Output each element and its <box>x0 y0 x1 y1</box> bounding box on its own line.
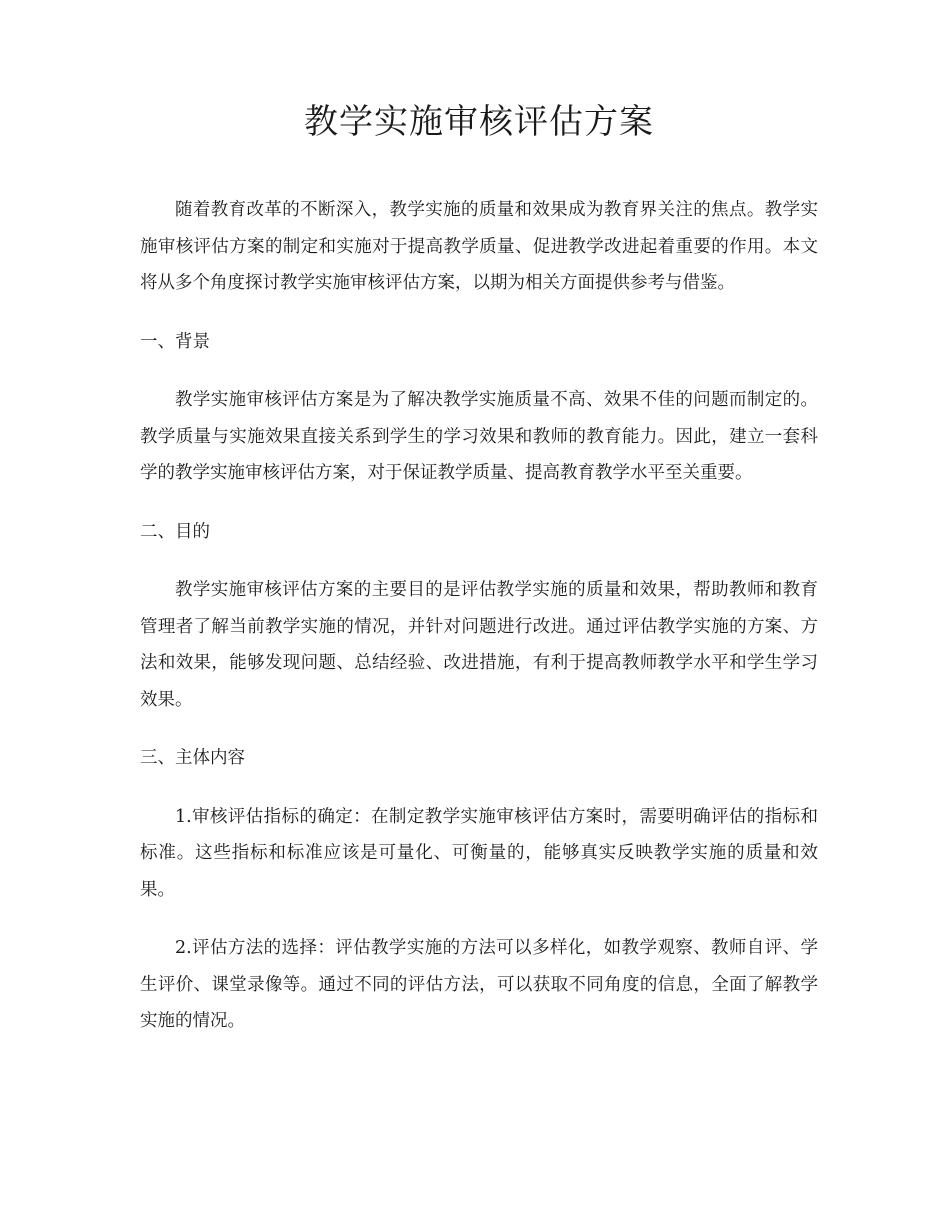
section-body-background: 教学实施审核评估方案是为了解决教学实施质量不高、效果不佳的问题而制定的。教学质量与实施效果直接关系到学生的学习效果和教师的教育能力。因此，建立一套科学的教学实施审核评估方案，对于保证教学质量、提高教育教学水平至关重要。 <box>140 390 818 483</box>
section-heading-background: 一、背景 <box>140 331 210 352</box>
intro-paragraph: 随着教育改革的不断深入，教学实施的质量和效果成为教育界关注的焦点。教学实施审核评估方案的制定和实施对于提高教学质量、促进教学改进起着重要的作用。本文将从多个角度探讨教学实施审核评估方案，以期为相关方面提供参考与借鉴。 <box>140 200 818 293</box>
document-title: 教学实施审核评估方案 <box>304 102 654 142</box>
section-heading-purpose: 二、目的 <box>140 521 210 542</box>
list-item-methods: 2.评估方法的选择：评估教学实施的方法可以多样化，如教学观察、教师自评、学生评价、课堂录像等。通过不同的评估方法，可以获取不同角度的信息，全面了解教学实施的情况。 <box>140 938 818 1031</box>
section-body-purpose: 教学实施审核评估方案的主要目的是评估教学实施的质量和效果，帮助教师和教育管理者了解当前教学实施的情况，并针对问题进行改进。通过评估教学实施的方案、方法和效果，能够发现问题、总结经验、改进措施，有利于提高教师教学水平和学生学习效果。 <box>140 580 818 710</box>
section-heading-main-content: 三、主体内容 <box>140 748 245 768</box>
list-item-indicators: 1.审核评估指标的确定：在制定教学实施审核评估方案时，需要明确评估的指标和标准。这些指标和标准应该是可量化、可衡量的，能够真实反映教学实施的质量和效果。 <box>140 806 818 900</box>
